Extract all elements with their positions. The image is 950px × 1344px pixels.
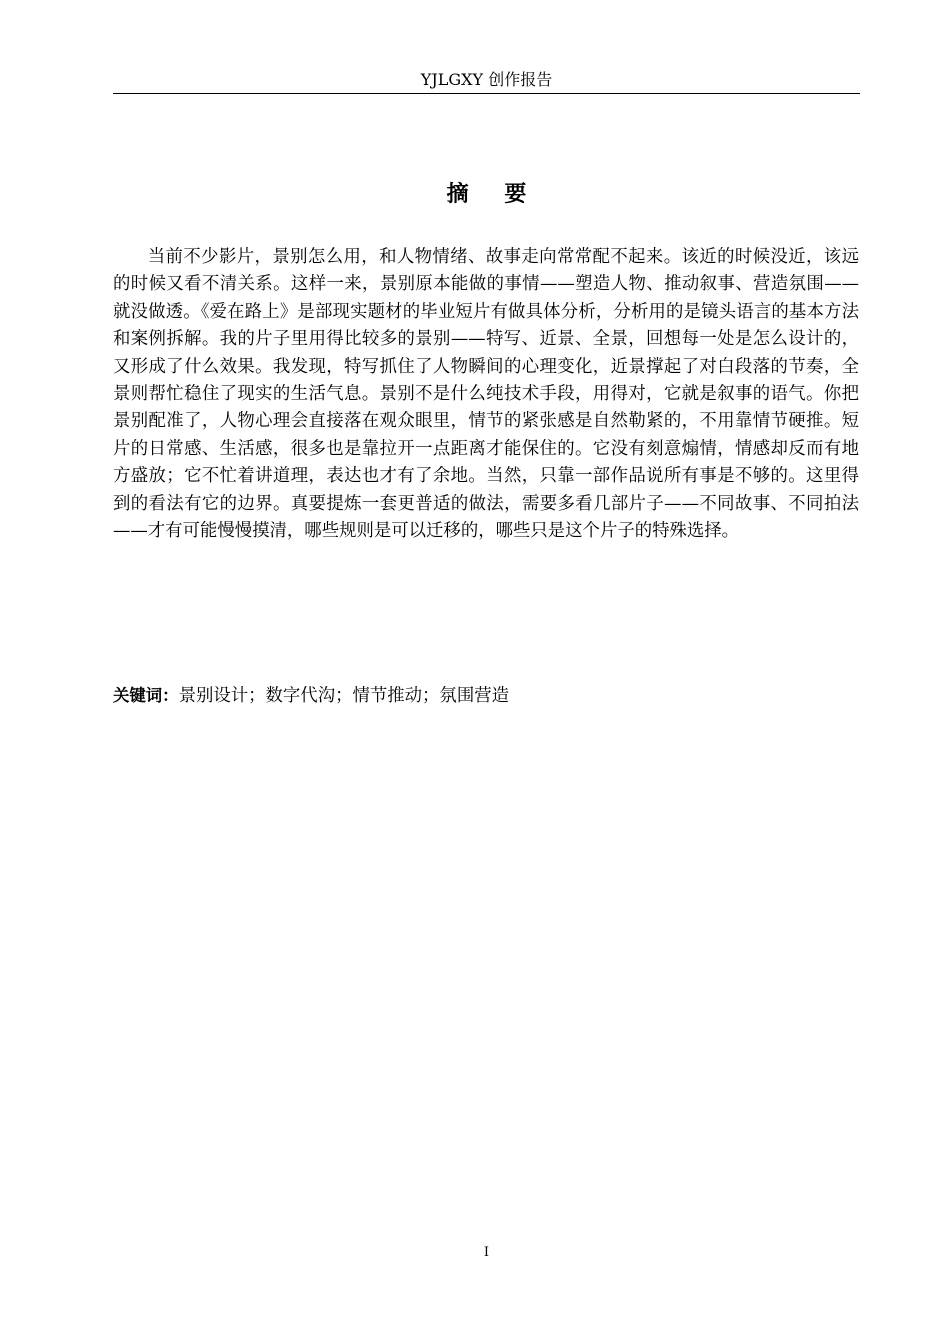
- keywords-label: 关键词：: [113, 686, 179, 705]
- abstract-title: 摘 要: [446, 182, 541, 207]
- header-rule: [113, 93, 860, 94]
- keywords-values: 景别设计；数字代沟；情节推动；氛围营造: [178, 686, 509, 706]
- abstract-paragraph: 当前不少影片，景别怎么用，和人物情绪、故事走向常常配不起来。该近的时候没近，该远的时候又看不清关系。这样一来，景别原本能做的事情——塑造人物、推动叙事、营造氛围——就没做透。《爱在路上》是部现实题材的毕业短片有做具体分析，分析用的是镜头语言的基本方法和案例拆解。我的片子里用得比较多的景别——特写、近景、全景，回想每一处是怎么设计的，又形成了什么效果。我发现，特写抓住了人物瞬间的心理变化，近景撑起了对白段落的节奏，全景则帮忙稳住了现实的生活气息。景别不是什么纯技术手段，用得对，它就是叙事的语气。你把景别配准了，人物心理会直接落在观众眼里，情节的紧张感是自然勒紧的，不用靠情节硬推。短片的日常感、生活感，很多也是靠拉开一点距离才能保住的。它没有刻意煽情，情感却反而有地方盛放；它不忙着讲道理，表达也才有了余地。当然，只靠一部作品说所有事是不够的。这里得到的看法有它的边界。真要提炼一套更普适的做法，需要多看几部片子——不同故事、不同拍法——才有可能慢慢摸清，哪些规则是可以迁移的，哪些只是这个片子的特殊选择。: [113, 247, 859, 542]
- page-number: I: [483, 1245, 490, 1260]
- abstract-body: [113, 244, 859, 545]
- running-header: YJLGXY 创作报告: [420, 70, 553, 89]
- keywords-line: [113, 682, 859, 710]
